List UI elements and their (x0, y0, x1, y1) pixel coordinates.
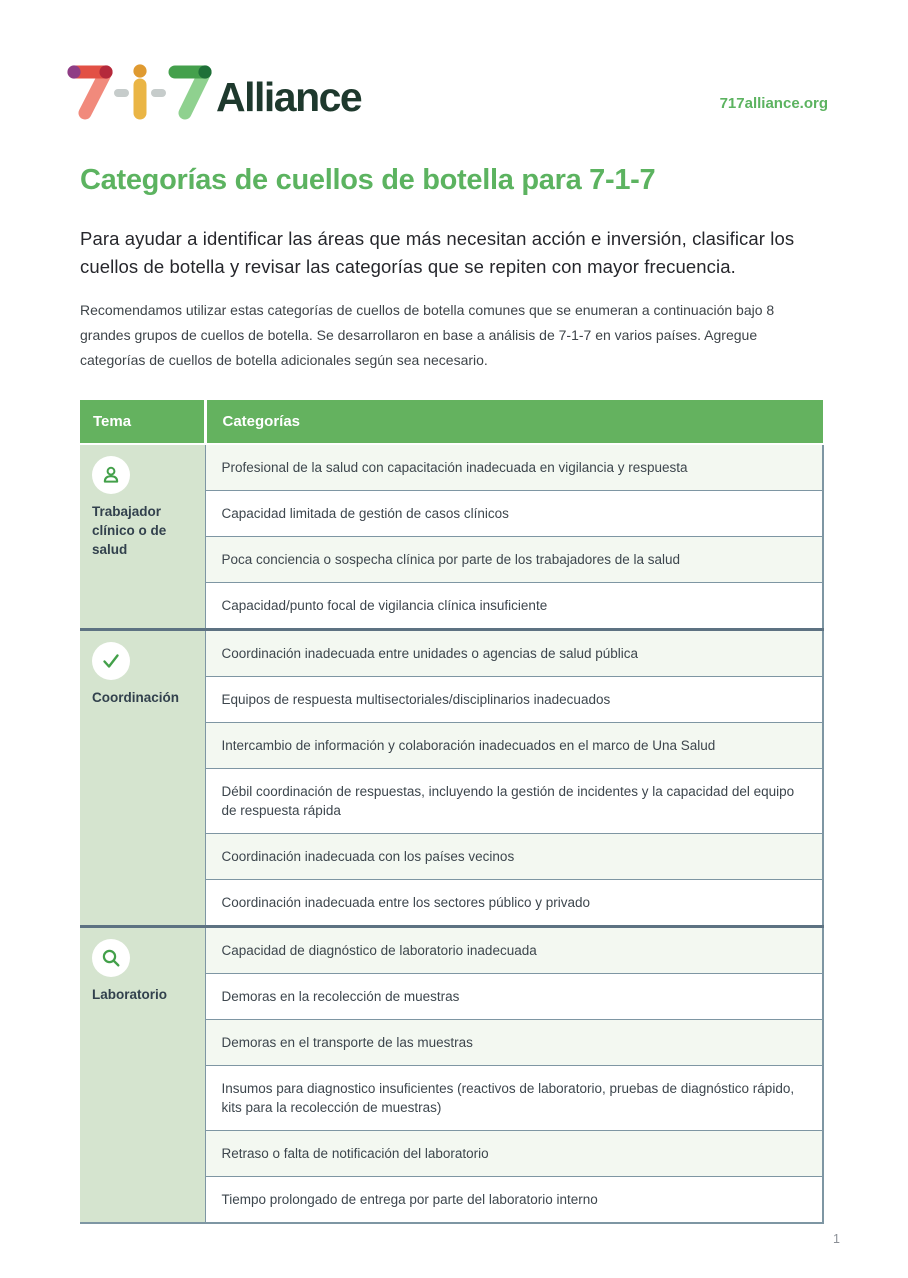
category-cell: Demoras en el transporte de las muestras (205, 1020, 823, 1066)
check-icon (92, 642, 130, 680)
table-row (80, 444, 823, 491)
category-cell: Equipos de respuesta multisectoriales/disciplinarios inadecuados (205, 677, 823, 723)
table-row (80, 630, 823, 677)
lead-paragraph: Para ayudar a identificar las áreas que más necesitan acción e inversión, clasificar los cuellos de botella y revisar las categorías que se repiten con mayor frecuencia. (80, 228, 795, 277)
logo-717-icon (62, 58, 212, 120)
search-icon (92, 939, 130, 977)
page-content (80, 164, 824, 1224)
page-header (62, 58, 828, 120)
category-cell: Profesional de la salud con capacitación inadecuada en vigilancia y respuesta (205, 444, 823, 491)
theme-cell (80, 630, 205, 927)
page-title: Categorías de cuellos de botella para 7-1-7 (80, 164, 656, 196)
theme-label: Coordinación (92, 690, 179, 706)
theme-label: Trabajador clínico o de salud (92, 504, 167, 557)
category-cell: Coordinación inadecuada entre unidades o agencias de salud pública (205, 630, 823, 677)
logo-wordmark: Alliance (216, 74, 362, 120)
category-cell: Insumos para diagnostico insuficientes (reactivos de laboratorio, pruebas de diagnóstico rápido, kits para la recolección de muestras) (205, 1066, 823, 1131)
category-cell: Intercambio de información y colaboración inadecuados en el marco de Una Salud (205, 723, 823, 769)
717-alliance-logo (62, 58, 361, 120)
table-header-row (80, 400, 823, 444)
website-link[interactable]: 717alliance.org (719, 95, 828, 112)
category-cell: Capacidad limitada de gestión de casos clínicos (205, 491, 823, 537)
column-header-tema: Tema (80, 400, 205, 444)
theme-cell (80, 927, 205, 1224)
category-cell: Retraso o falta de notificación del laboratorio (205, 1131, 823, 1177)
theme-label: Laboratorio (92, 987, 168, 1003)
category-cell: Tiempo prolongado de entrega por parte del laboratorio interno (205, 1177, 823, 1224)
bottleneck-table (80, 400, 824, 1224)
category-cell: Capacidad de diagnóstico de laboratorio inadecuada (205, 927, 823, 974)
category-cell: Poca conciencia o sospecha clínica por parte de los trabajadores de la salud (205, 537, 823, 583)
category-cell: Coordinación inadecuada entre los sectores público y privado (205, 880, 823, 927)
category-cell: Coordinación inadecuada con los países vecinos (205, 834, 823, 880)
theme-cell (80, 444, 205, 630)
body-paragraph: Recomendamos utilizar estas categorías de cuellos de botella comunes que se enumeran a continuación bajo 8 grandes grupos de cuellos de botella. Se desarrollaron en base a análisis de 7-1-7 en varios países. Agregue categorías de cuellos de botella adicionales según sea necesario. (80, 301, 775, 368)
table-body (80, 444, 823, 1223)
category-cell: Capacidad/punto focal de vigilancia clínica insuficiente (205, 583, 823, 630)
page-number: 1 (833, 1232, 840, 1246)
person-icon (92, 456, 130, 494)
category-cell: Débil coordinación de respuestas, incluyendo la gestión de incidentes y la capacidad del equipo de respuesta rápida (205, 769, 823, 834)
table-row (80, 927, 823, 974)
category-cell: Demoras en la recolección de muestras (205, 974, 823, 1020)
column-header-categorias: Categorías (205, 400, 823, 444)
